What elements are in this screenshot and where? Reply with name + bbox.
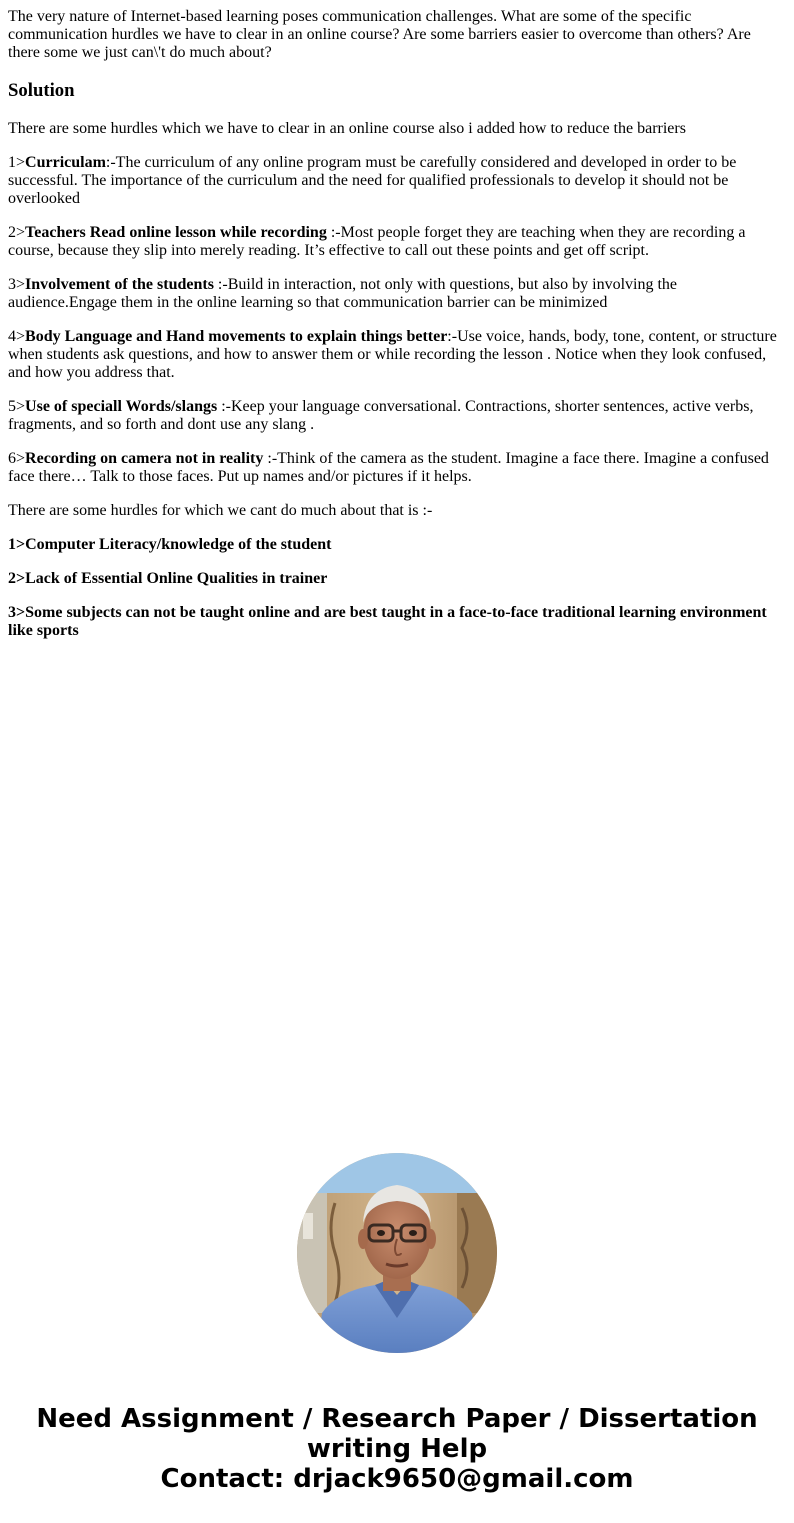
solution-intro: There are some hurdles which we have to clear in an online course also i added how to reduce the barriers [8, 120, 686, 137]
hurdle-item-4 [8, 328, 786, 382]
promo-line-2: writing Help [306, 1434, 488, 1464]
promo-banner [0, 1404, 794, 1494]
hurdle-title: Use of speciall Words/slangs [25, 398, 218, 415]
hurdle-title: Involvement of the students [25, 276, 214, 293]
hurdle-text: :-Build in interaction, not only with questions, but also by involving the audience.Engage them in the online learning so that communication barrier can be minimized [8, 276, 677, 311]
solution-heading: Solution [8, 80, 75, 101]
document-body [0, 0, 794, 640]
hurdle-title: Body Language and Hand movements to explain things better [25, 328, 448, 345]
hurdle-item-6 [8, 450, 786, 486]
hurdle-number: 2> [8, 224, 26, 241]
person-portrait-icon [297, 1153, 497, 1353]
author-avatar [297, 1153, 497, 1353]
hurdle-number: 3> [8, 276, 26, 293]
promo-contact: Contact: drjack9650@gmail.com [160, 1464, 634, 1494]
question-text: The very nature of Internet-based learning poses communication challenges. What are some of the specific communication hurdles we have to clear in an online course? Are some barriers easier to overcome than others? Are there some we just can\'t do much about? [8, 8, 751, 61]
hard-hurdle-text: 3>Some subjects can not be taught online and are best taught in a face-to-face traditional learning environment like sports [8, 604, 767, 639]
hurdle-title: Recording on camera not in reality [25, 450, 264, 467]
hard-hurdles-intro: There are some hurdles for which we cant do much about that is :- [8, 502, 433, 519]
hard-hurdle-item-3 [8, 604, 786, 640]
hurdle-number: 5> [8, 398, 26, 415]
hurdle-text: :-The curriculum of any online program must be carefully considered and developed in order to be successful. The importance of the curriculum and the need for qualified professionals to develop it should not be overlooked [8, 154, 737, 207]
promo-line-1: Need Assignment / Research Paper / Dissertation [36, 1404, 758, 1434]
hurdle-item-3 [8, 276, 786, 312]
hurdle-number: 4> [8, 328, 26, 345]
hard-hurdle-item-1 [8, 536, 786, 554]
hurdle-item-1 [8, 154, 786, 208]
hard-hurdle-text: 2>Lack of Essential Online Qualities in trainer [8, 570, 328, 587]
hurdle-text: :-Most people forget they are teaching when they are recording a course, because they slip into merely reading. It’s effective to call out these points and get off script. [8, 224, 746, 259]
hurdle-text: :-Use voice, hands, body, tone, content, or structure when students ask questions, and how to answer them or while recording the lesson . Notice when they look confused, and how you address that. [8, 328, 777, 381]
hard-hurdle-text: 1>Computer Literacy/knowledge of the student [8, 536, 332, 553]
hard-hurdle-item-2 [8, 570, 786, 588]
hurdle-title: Teachers Read online lesson while recording [25, 224, 327, 241]
hurdle-number: 1> [8, 154, 26, 171]
hurdle-text: :-Keep your language conversational. Contractions, shorter sentences, active verbs, fragments, and so forth and dont use any slang . [8, 398, 754, 433]
hurdle-item-5 [8, 398, 786, 434]
hurdle-number: 6> [8, 450, 26, 467]
hurdle-item-2 [8, 224, 786, 260]
hurdle-text: :-Think of the camera as the student. Imagine a face there. Imagine a confused face there… Talk to those faces. Put up names and/or pictures if it helps. [8, 450, 769, 485]
hurdle-title: Curriculam [25, 154, 106, 171]
